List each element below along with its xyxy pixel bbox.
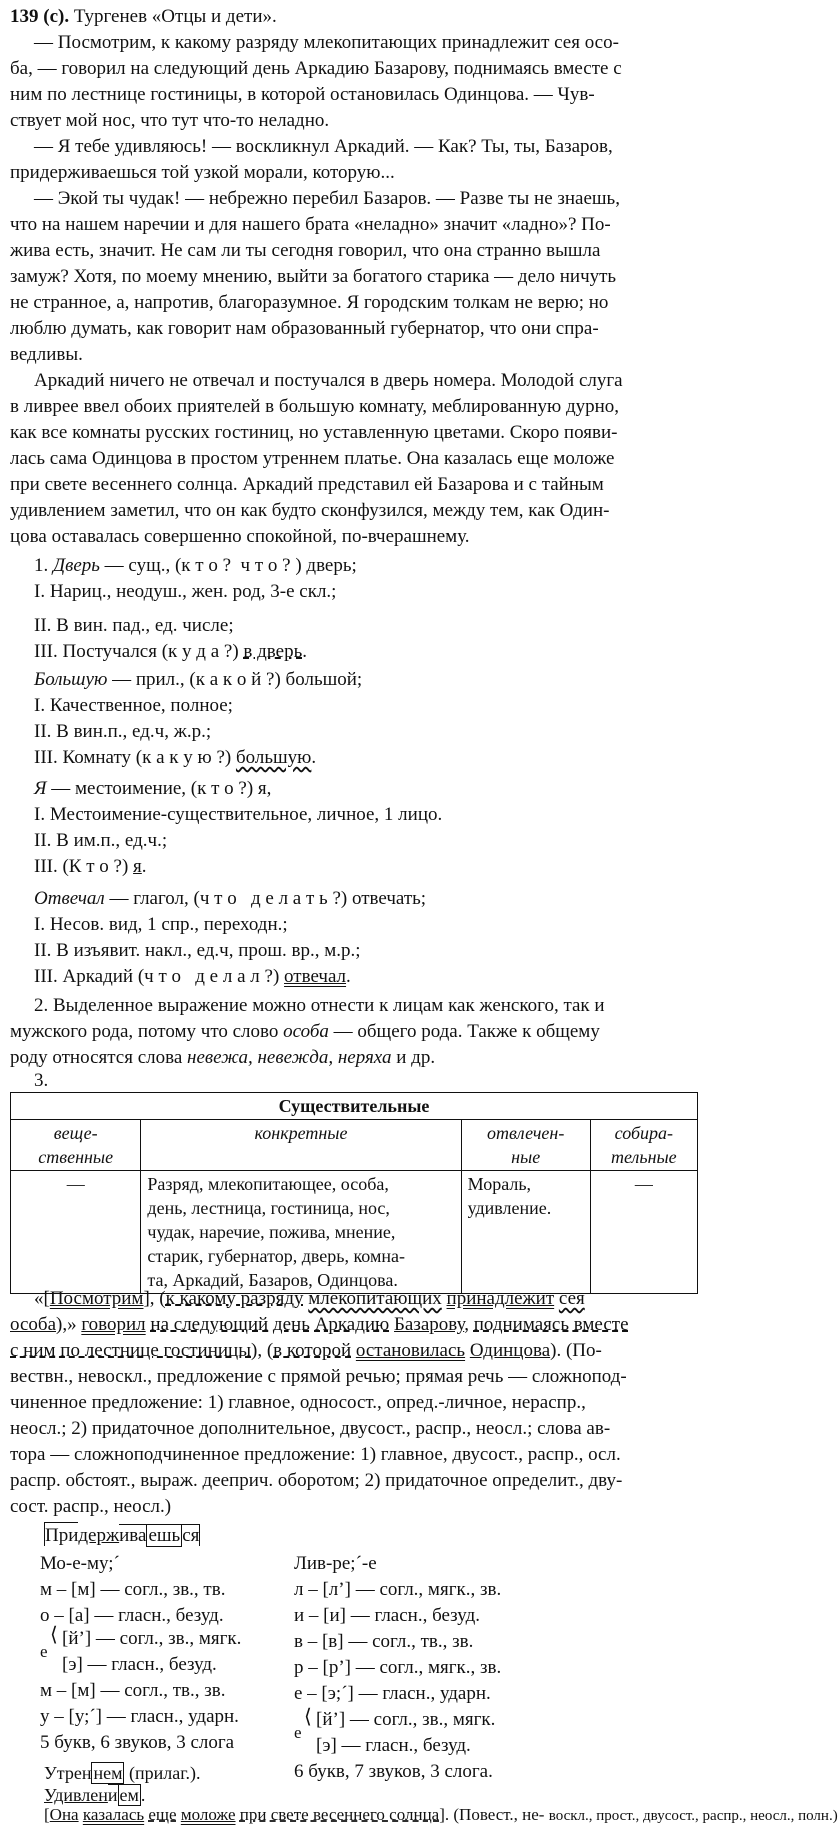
phonetic-row: о – [а] — гласн., безуд. <box>40 1605 224 1626</box>
parse-line: чиненное предложение: 1) главное, односост., опред.-личное, нераспр., <box>10 1392 586 1413</box>
text-line: удивлением заметил, что он как будто сконфузился, между тем, как Один- <box>10 500 610 521</box>
root-mark: держ <box>78 1525 120 1546</box>
text-line: ведливы. <box>10 344 83 365</box>
text-line: ба, — говорил на следующий день Аркадию Базарову, поднимаясь вместе с <box>10 58 622 79</box>
parse-line: с ним по лестнице гостиницы), (в которой остановилась Одинцова). (По- <box>10 1340 602 1361</box>
parse-line: вествн., невоскл., предложение с прямой речью; прямая речь — сложнопод- <box>10 1366 627 1387</box>
table-row <box>11 1171 698 1294</box>
analysis-line: Большую — прил., (к а к о й ?) большой; <box>34 669 363 690</box>
table-header-row <box>11 1120 698 1171</box>
column-header-material: веще- ственные <box>11 1120 141 1171</box>
text-line: ствует мой нос, что тут что-то неладно. <box>10 110 330 131</box>
ending-mark: нем <box>93 1763 123 1783</box>
parse-line: сост. распр., неосл.) <box>10 1496 172 1517</box>
phonetic-word-right: Лив-ре;´-е <box>294 1553 377 1574</box>
postfix-mark: ся <box>182 1525 200 1546</box>
phonetic-total: 5 букв, 6 звуков, 3 слога <box>40 1732 235 1753</box>
column-header-abstract: отвлечен- ные <box>461 1120 590 1171</box>
task2-line: роду относятся слова невежа, невежда, неряха и др. <box>10 1047 436 1068</box>
phonetic-letter: е <box>40 1642 48 1661</box>
phonetic-letter: е <box>294 1723 302 1742</box>
morpheme-parse <box>44 1523 200 1549</box>
phonetic-row: в – [в] — согл., тв., зв. <box>294 1631 474 1652</box>
analysis-word: Большую <box>34 669 108 690</box>
final-parse-line: [Она казалась еще моложе при свете весеннего солнца]. (Повест., не- воскл., прост., двусост., распр., неосл., полн.) <box>44 1805 838 1824</box>
analysis-line: III. (К т о ?) я. <box>34 856 147 877</box>
parse-line: распр. обстоят., выраж. дееприч. оборотом; 2) придаточное определит., дву- <box>10 1470 623 1491</box>
analysis-line: III. Комнату (к а к у ю ?) большую. <box>34 747 317 768</box>
text-line: — Экой ты чудак! — небрежно перебил Базаров. — Разве ты не знаешь, <box>34 188 620 209</box>
analysis-word: Отвечал <box>34 888 105 909</box>
ending-mark: ем <box>119 1785 139 1805</box>
text-line: — Я тебе удивляюсь! — воскликнул Аркадий. — Как? Ты, ты, Базаров, <box>34 136 613 157</box>
text-line: лась сама Одинцова в простом утреннем платье. Она казалась еще моложе <box>10 448 615 469</box>
table-cell-abstract: Мораль, удивление. <box>461 1171 590 1294</box>
phonetic-row: [э] — гласн., безуд. <box>62 1654 217 1675</box>
table-cell-material: — <box>11 1171 141 1294</box>
nouns-table <box>10 1092 698 1294</box>
analysis-word: Я <box>34 778 47 799</box>
text-line: придерживаешься той узкой морали, которую... <box>10 162 395 183</box>
phonetic-row: р – [р’] — согл., мягк., зв. <box>294 1657 502 1678</box>
analysis-line: III. Аркадий (ч т о д е л а л ?) отвечал. <box>34 966 351 987</box>
phonetic-word-left: Мо-е-му;´ <box>40 1553 120 1574</box>
analysis-line: I. Качественное, полное; <box>34 695 233 716</box>
prefix-mark: При <box>44 1522 78 1546</box>
table-title-row <box>11 1093 698 1120</box>
text-line: что на нашем наречии и для нашего брата «неладно» значит «ладно»? По- <box>10 214 611 235</box>
task3-number: 3. <box>34 1070 49 1091</box>
analysis-line: I. Местоимение-существительное, личное, 1 лицо. <box>34 804 443 825</box>
text-line: в ливрее ввел обоих приятелей в большую комнату, меблированную дурно, <box>10 396 620 417</box>
table-cell-concrete: Разряд, млекопитающее, особа, день, лестница, гостиница, нос, чудак, наречие, пожива, мнение, старик, губернатор, дверь, комна- та, Аркадий, Базаров, Одинцова. <box>141 1171 461 1294</box>
text-line: цова оставалась совершенно спокойной, по-вчерашнему. <box>10 526 470 547</box>
task2-line: мужского рода, потому что слово особа — общего рода. Также к общему <box>10 1021 600 1042</box>
table-title: Существительные <box>11 1093 698 1120</box>
phonetic-row: у – [у;´] — гласн., ударн. <box>40 1706 239 1727</box>
phonetic-row: и – [и] — гласн., безуд. <box>294 1605 480 1626</box>
analysis-line: Отвечал — глагол, (ч т о д е л а т ь ?) отвечать; <box>34 888 427 909</box>
text-line: люблю думать, как говорит нам образованный губернатор, что они спра- <box>10 318 599 339</box>
analysis-word: Дверь <box>53 555 100 576</box>
analysis-line: I. Несов. вид, 1 спр., переходн.; <box>34 914 288 935</box>
parse-line: неосл.; 2) придаточное дополнительное, двусост., распр., неосл.; слова ав- <box>10 1418 611 1439</box>
brace-icon: ⟨ <box>50 1624 58 1646</box>
column-header-collective: собира- тельные <box>590 1120 697 1171</box>
phonetic-row: л – [л’] — согл., мягк., зв. <box>294 1579 502 1600</box>
exercise-number: 139 (с). <box>10 6 70 27</box>
phonetic-row: е – [э;´] — гласн., ударн. <box>294 1683 491 1704</box>
parse-line: «[Посмотрим], (к какому разряду млекопитающих принадлежит сея <box>34 1288 585 1309</box>
analysis-line: I. Нариц., неодуш., жен. род, 3-е скл.; <box>34 581 337 602</box>
text-line: Аркадий ничего не отвечал и постучался в дверь номера. Молодой слуга <box>34 370 623 391</box>
text-line: ним по лестнице гостиницы, в которой остановилась Одинцова. — Чув- <box>10 84 595 105</box>
parse-line: особа),» говорил на следующий день Аркадию Базарову, поднимаясь вместе <box>10 1314 629 1335</box>
text-line: замуж? Хотя, по моему мнению, выйти за богатого старика — дело ничуть <box>10 266 617 287</box>
analysis-line: II. В им.п., ед.ч.; <box>34 830 168 851</box>
analysis-line: II. В вин. пад., ед. числе; <box>34 615 234 636</box>
exercise-title: Тургенев «Отцы и дети». <box>69 6 277 27</box>
analysis-line: II. В изъявит. накл., ед.ч, прош. вр., м.р.; <box>34 940 361 961</box>
phonetic-row: [э] — гласн., безуд. <box>316 1735 471 1756</box>
phonetic-row: [й’] — согл., зв., мягк. <box>316 1709 496 1730</box>
ending-mark: ешь <box>148 1525 181 1546</box>
text-line: жива есть, значит. Не сам ли ты сегодня говорил, что она странно вышла <box>10 240 601 261</box>
parse-line: тора — сложноподчиненное предложение: 1) главное, двусост., распр., осл. <box>10 1444 621 1465</box>
analysis-line: Я — местоимение, (к т о ?) я, <box>34 778 272 799</box>
phonetic-row: м – [м] — согл., тв., зв. <box>40 1680 226 1701</box>
suffix-mark: ива <box>119 1525 147 1546</box>
text-line: при свете весеннего солнца. Аркадий представил ей Базарова и с тайным <box>10 474 604 495</box>
morpheme-word: Утрен нем (прилаг.). <box>44 1763 201 1783</box>
column-header-concrete: конкретные <box>141 1120 461 1171</box>
phonetic-row: м – [м] — согл., зв., тв. <box>40 1579 226 1600</box>
text-line: как все комнаты русских гостиниц, но уставленную цветами. Скоро появи- <box>10 422 618 443</box>
exercise-heading <box>10 4 277 30</box>
text-line: — Посмотрим, к какому разряду млекопитающих принадлежит сея осо- <box>34 32 619 53</box>
phonetic-row: [й’] — согл., зв., мягк. <box>62 1628 242 1649</box>
phonetic-total: 6 букв, 7 звуков, 3 слога. <box>294 1761 493 1782</box>
analysis-line: II. В вин.п., ед.ч, ж.р.; <box>34 721 212 742</box>
text-line: не странное, а, напротив, благоразумное. Я городским толкам не верю; но <box>10 292 609 313</box>
analysis-line: III. Постучался (к у д а ?) в дверь. <box>34 641 307 662</box>
task2-line: 2. Выделенное выражение можно отнести к лицам как женского, так и <box>34 995 605 1016</box>
morpheme-word: Удивлени ем . <box>44 1785 146 1805</box>
analysis-line: 1. Дверь — сущ., (к т о ? ч т о ? ) дверь; <box>34 555 357 576</box>
brace-icon: ⟨ <box>304 1706 312 1728</box>
table-cell-collective: — <box>590 1171 697 1294</box>
